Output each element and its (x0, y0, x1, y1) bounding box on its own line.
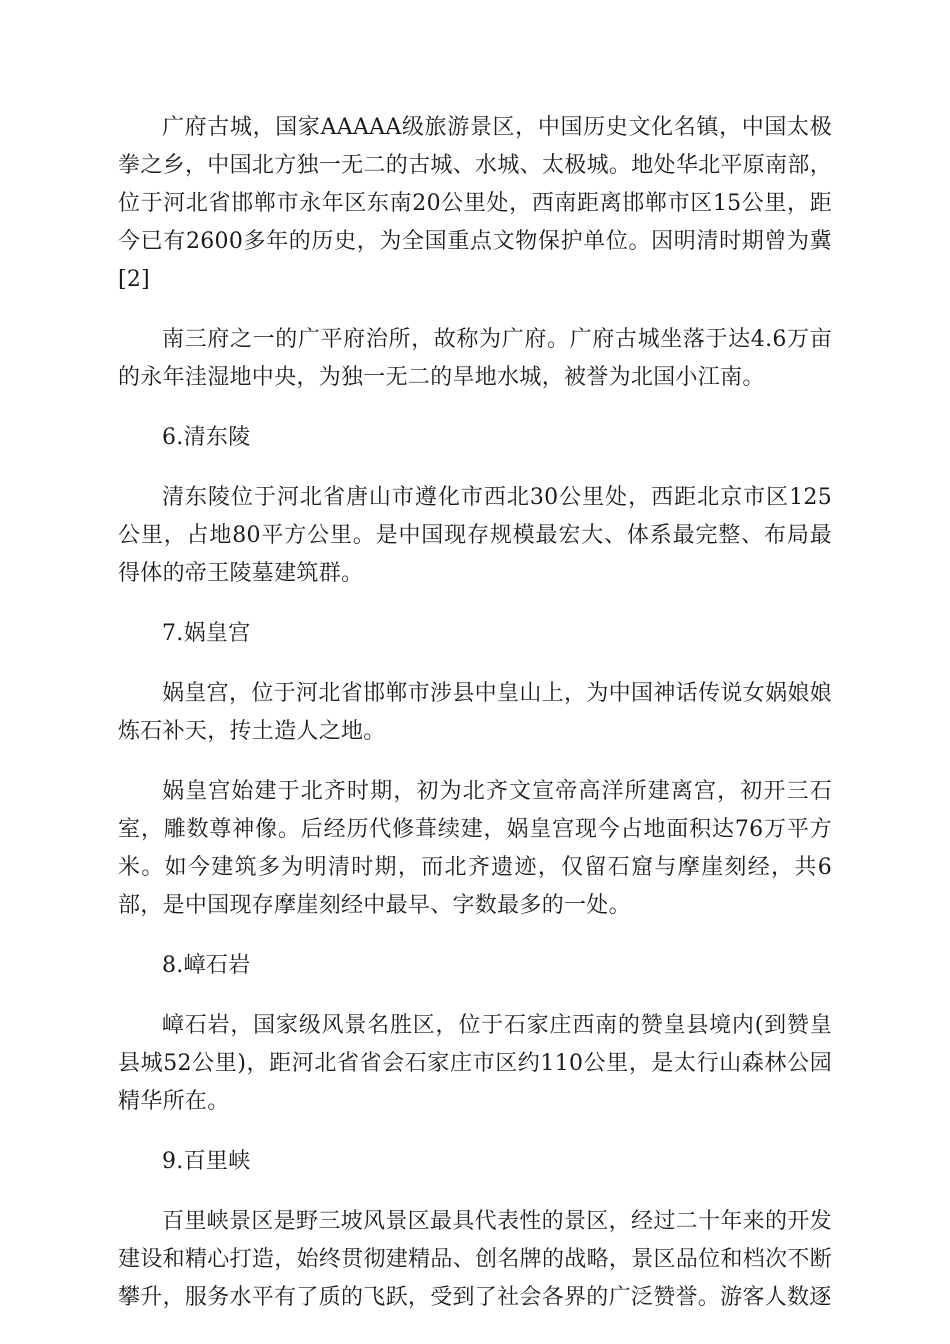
heading-qing-dongling: 6.清东陵 (162, 425, 251, 450)
paragraph-bailixia: 百里峡景区是野三坡风景区最具代表性的景区，经过二十年来的开发建设和精心打造，始终贯彻建精品、创名牌的战略，景区品位和档次不断攀升，服务水平有了质的飞跃，受到了社会各界的广泛赞誉。游客人数逐 (118, 1209, 832, 1310)
heading-wahuang-palace: 7.娲皇宫 (162, 621, 251, 646)
heading-zhangshiyan: 8.嶂石岩 (162, 953, 251, 978)
paragraph-wahuang-history: 娲皇宫始建于北齐时期，初为北齐文宣帝高洋所建离宫，初开三石室，雕数尊神像。后经历代修葺续建，娲皇宫现今占地面积达76万平方米。如今建筑多为明清时期，而北齐遗迹，仅留石窟与摩崖刻经，共6部，是中国现存摩崖刻经中最早、字数最多的一处。 (118, 779, 832, 918)
paragraph-zhangshiyan: 嶂石岩，国家级风景名胜区，位于石家庄西南的赞皇县境内(到赞皇县城52公里)，距河北省省会石家庄市区约110公里，是太行山森林公园精华所在。 (118, 1013, 832, 1114)
document-body (118, 109, 832, 1339)
paragraph-qing-dongling: 清东陵位于河北省唐山市遵化市西北30公里处，西距北京市区125公里，占地80平方公里。是中国现存规模最宏大、体系最完整、布局最得体的帝王陵墓建筑群。 (118, 485, 832, 586)
paragraph-guangfu-intro: 广府古城，国家AAAAA级旅游景区，中国历史文化名镇，中国太极拳之乡，中国北方独一无二的古城、水城、太极城。地处华北平原南部，位于河北省邯郸市永年区东南20公里处，西南距离邯郸市区15公里，距今已有2600多年的历史，为全国重点文物保护单位。因明清时期曾为冀[2] (118, 115, 832, 292)
heading-bailixia: 9.百里峡 (162, 1149, 251, 1174)
paragraph-guangfu-detail: 南三府之一的广平府治所，故称为广府。广府古城坐落于达4.6万亩的永年洼湿地中央，为独一无二的旱地水城，被誉为北国小江南。 (118, 327, 832, 390)
paragraph-wahuang-intro: 娲皇宫，位于河北省邯郸市涉县中皇山上，为中国神话传说女娲娘娘炼石补天，抟土造人之地。 (118, 681, 832, 744)
